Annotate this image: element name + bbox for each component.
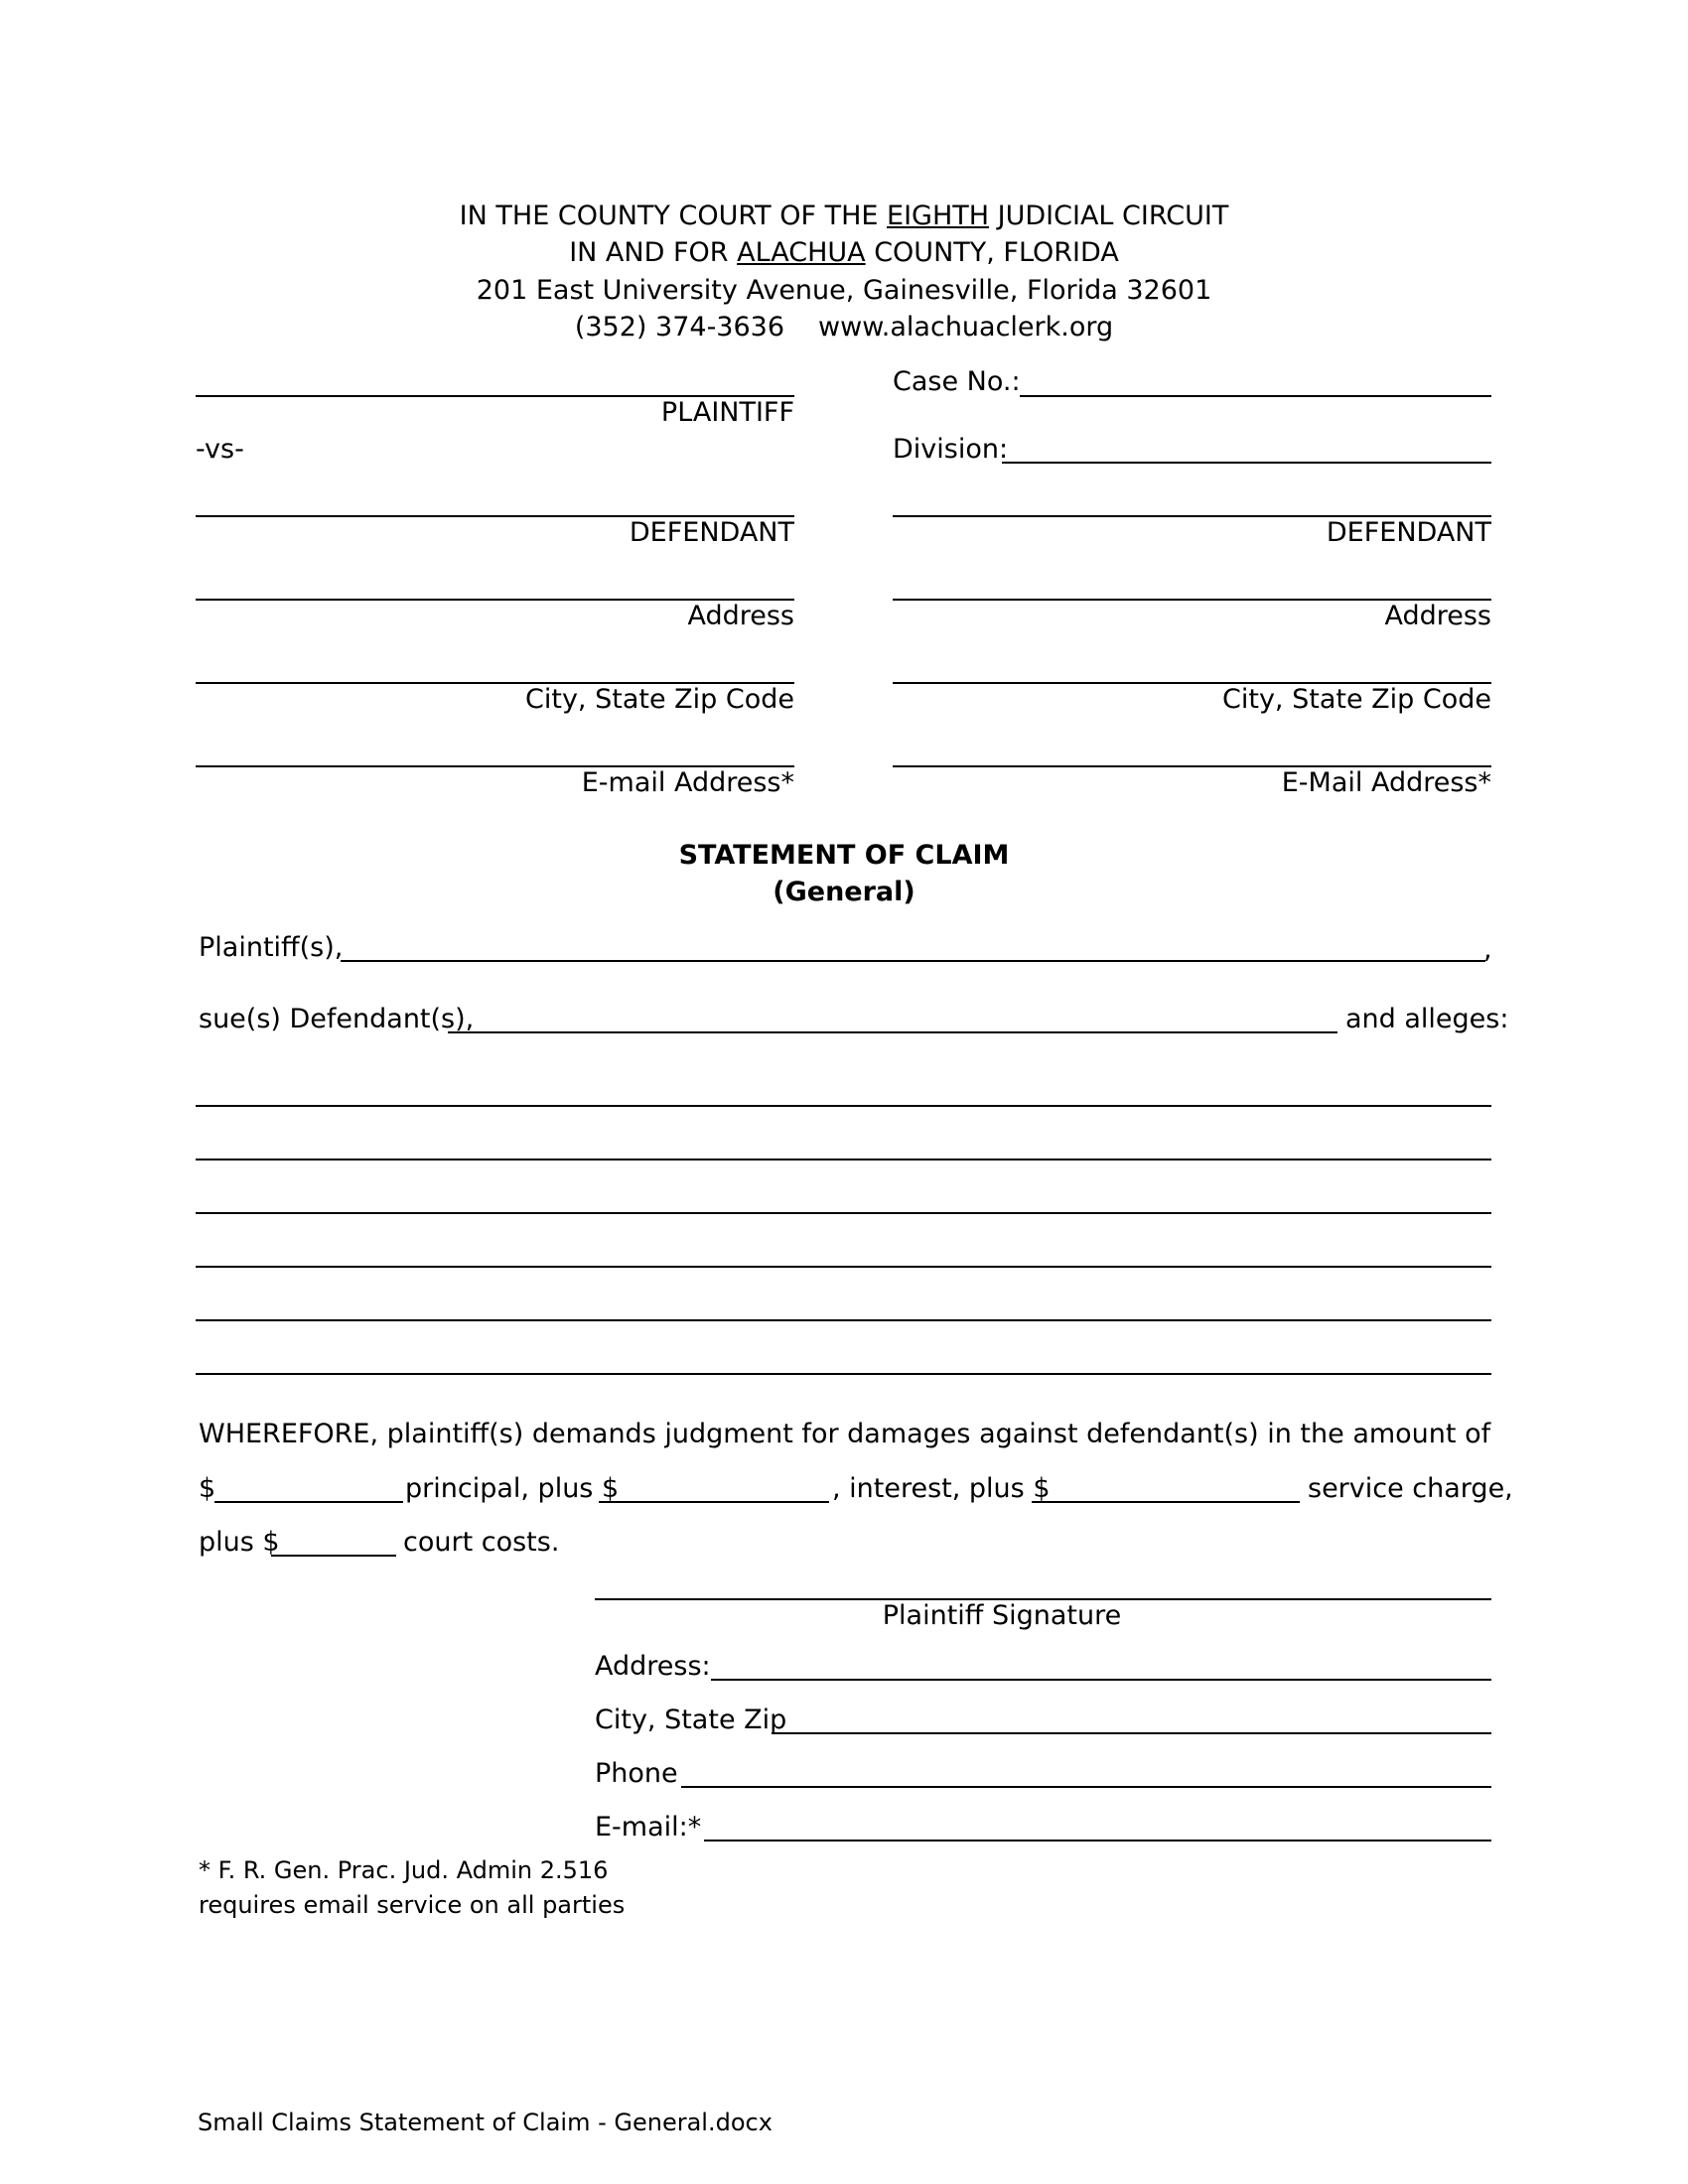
interest-label: , interest, plus $ (832, 1473, 1051, 1504)
right-email-label: E-Mail Address* (1281, 767, 1491, 798)
court-costs-label: court costs. (403, 1527, 560, 1558)
sig-phone-line[interactable] (681, 1786, 1491, 1788)
right-city-label: City, State Zip Code (1222, 684, 1491, 715)
signature-label: Plaintiff Signature (882, 1600, 1122, 1631)
sig-address-label: Address: (595, 1651, 711, 1682)
principal-amount-line[interactable] (214, 1501, 403, 1503)
court-phone: (352) 374-3636 (574, 312, 785, 342)
footnote-line2: requires email service on all parties (199, 1891, 626, 1919)
header-text: IN THE COUNTY COURT OF THE (459, 201, 888, 231)
plaintiffs-comma: , (1483, 934, 1492, 965)
court-address: 201 East University Avenue, Gainesville, Florida 32601 (476, 275, 1212, 306)
dollar-sign: $ (199, 1473, 216, 1504)
sig-address-line[interactable] (711, 1679, 1491, 1681)
document-title: STATEMENT OF CLAIM (678, 840, 1010, 871)
court-website[interactable]: www.alachuaclerk.org (818, 312, 1114, 342)
sig-phone-label: Phone (595, 1758, 678, 1789)
court-contact (0, 312, 1688, 342)
right-address-label: Address (1384, 601, 1491, 631)
court-header-line1 (0, 201, 1688, 231)
division-label: Division: (893, 434, 1009, 465)
left-email-label: E-mail Address* (581, 767, 794, 798)
footnote-line1: * F. R. Gen. Prac. Jud. Admin 2.516 (199, 1856, 609, 1884)
wherefore-text: WHEREFORE, plaintiff(s) demands judgment for damages against defendant(s) in the amount of (199, 1419, 1491, 1449)
footer-filename: Small Claims Statement of Claim - General.docx (198, 2109, 773, 2136)
court-costs-amount-line[interactable] (271, 1555, 396, 1557)
header-text: JUDICIAL CIRCUIT (989, 201, 1229, 231)
plaintiffs-name-line[interactable] (341, 960, 1485, 962)
alleges-label: and alleges: (1345, 1004, 1509, 1034)
plaintiff-label: PLAINTIFF (660, 397, 794, 428)
interest-amount-line[interactable] (599, 1501, 829, 1503)
header-text: IN AND FOR (569, 237, 738, 268)
principal-label: principal, plus $ (405, 1473, 620, 1504)
left-address-label: Address (687, 601, 794, 631)
sues-label: sue(s) Defendant(s), (199, 1004, 475, 1034)
court-header-line2 (0, 237, 1688, 268)
service-charge-amount-line[interactable] (1032, 1501, 1300, 1503)
sig-email-label: E-mail:* (595, 1812, 702, 1843)
sig-email-line[interactable] (704, 1840, 1491, 1842)
allegation-line[interactable] (196, 1105, 1491, 1107)
left-defendant-label: DEFENDANT (629, 517, 794, 548)
plaintiffs-label: Plaintiff(s), (199, 932, 344, 963)
case-no-line[interactable] (1020, 395, 1491, 397)
division-line[interactable] (1002, 462, 1491, 464)
sig-city-label: City, State Zip (595, 1705, 787, 1735)
right-defendant-label: DEFENDANT (1326, 517, 1491, 548)
allegation-line[interactable] (196, 1373, 1491, 1375)
service-charge-label: service charge, (1308, 1473, 1513, 1504)
document-subtitle: (General) (773, 877, 915, 907)
allegation-line[interactable] (196, 1212, 1491, 1214)
circuit-name: EIGHTH (887, 201, 990, 231)
defendants-name-line[interactable] (448, 1031, 1337, 1033)
header-text: COUNTY, FLORIDA (865, 237, 1119, 268)
left-city-label: City, State Zip Code (525, 684, 794, 715)
allegation-line[interactable] (196, 1266, 1491, 1268)
allegation-line[interactable] (196, 1159, 1491, 1160)
allegation-line[interactable] (196, 1319, 1491, 1321)
case-no-label: Case No.: (893, 366, 1021, 397)
sig-city-line[interactable] (772, 1732, 1491, 1734)
county-name: ALACHUA (737, 237, 866, 268)
vs-label: -vs- (196, 434, 244, 465)
plus-costs-label: plus $ (199, 1527, 280, 1558)
